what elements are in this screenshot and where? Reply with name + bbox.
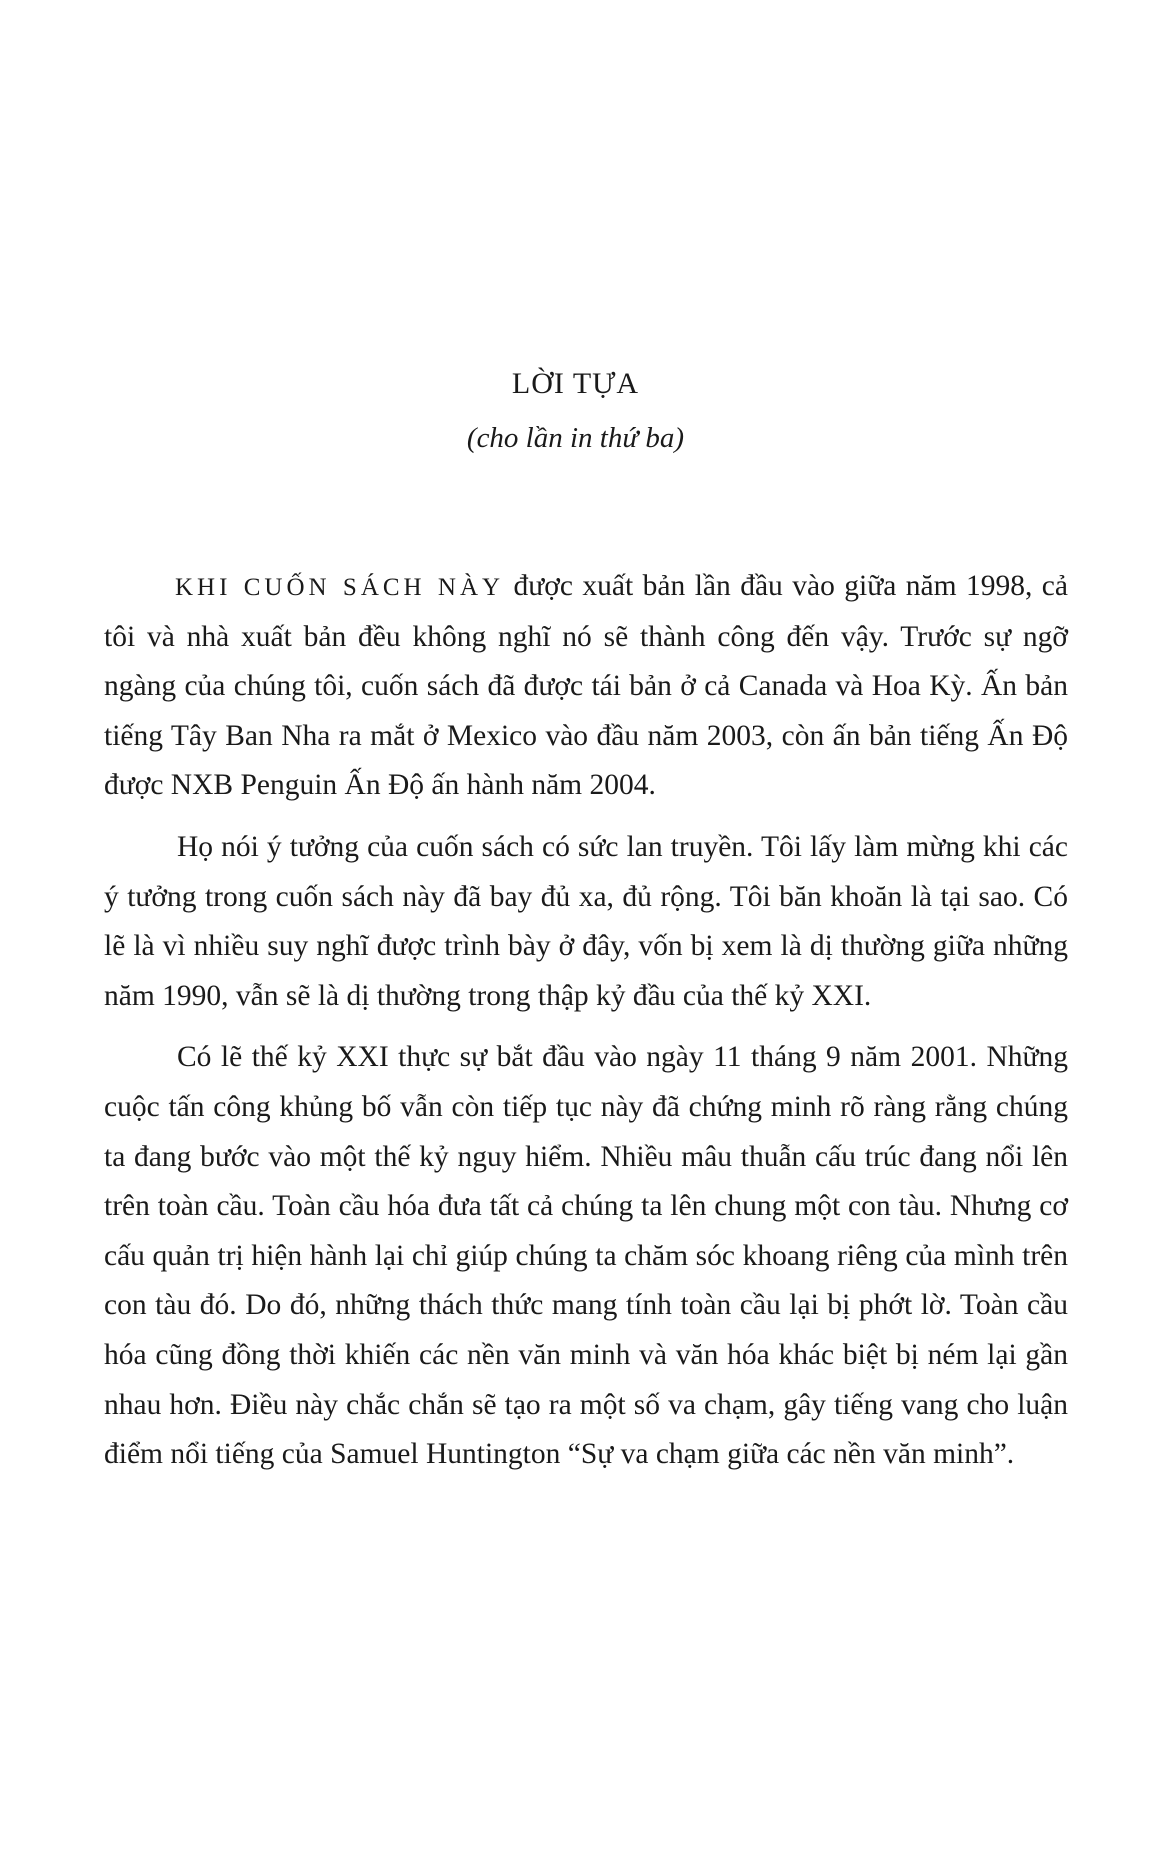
paragraph-3: Có lẽ thế kỷ XXI thực sự bắt đầu vào ngày 11 tháng 9 năm 2001. Những cuộc tấn công khủng bố vẫn còn tiếp tục này đã chứng minh rõ ràng rằng chúng ta đang bước vào một thế kỷ nguy hiểm. Nhiều mâu thuẫn cấu trúc đang nổi lên trên toàn cầu. Toàn cầu hóa đưa tất cả chúng ta lên chung một con tàu. Nhưng cơ cấu quản trị hiện hành lại chỉ giúp chúng ta chăm sóc khoang riêng của mình trên con tàu đó. Do đó, những thách thức mang tính toàn cầu lại bị phớt lờ. Toàn cầu hóa cũng đồng thời khiến các nền văn minh và văn hóa khác biệt bị ném lại gần nhau hơn. Điều này chắc chắn sẽ tạo ra một số va chạm, gây tiếng vang cho luận điểm nổi tiếng của Samuel Huntington “Sự va chạm giữa các nền văn minh”. <box>104 1041 1068 1471</box>
preface-subtitle: (cho lần in thứ ba) <box>466 422 685 454</box>
preface-title: LỜI TỰA <box>511 367 640 400</box>
paragraph-2: Họ nói ý tưởng của cuốn sách có sức lan truyền. Tôi lấy làm mừng khi các ý tưởng trong cuốn sách này đã bay đủ xa, đủ rộng. Tôi băn khoăn là tại sao. Có lẽ là vì nhiều suy nghĩ được trình bày ở đây, vốn bị xem là dị thường giữa những năm 1990, vẫn sẽ là dị thường trong thập kỷ đầu của thế kỷ XXI. <box>104 830 1068 1012</box>
paragraph-lead-in: KHI CUỐN SÁCH NÀY <box>175 574 505 601</box>
preface-body <box>104 562 1068 1492</box>
paragraph-1-text: được xuất bản lần đầu vào giữa năm 1998, cả tôi và nhà xuất bản đều không nghĩ nó sẽ thành công đến vậy. Trước sự ngỡ ngàng của chúng tôi, cuốn sách đã được tái bản ở cả Canada và Hoa Kỳ. Ấn bản tiếng Tây Ban Nha ra mắt ở Mexico vào đầu năm 2003, còn ấn bản tiếng Ấn Độ được NXB Penguin Ấn Độ ấn hành năm 2004. <box>104 570 1068 802</box>
paragraph-1 <box>104 562 1068 811</box>
